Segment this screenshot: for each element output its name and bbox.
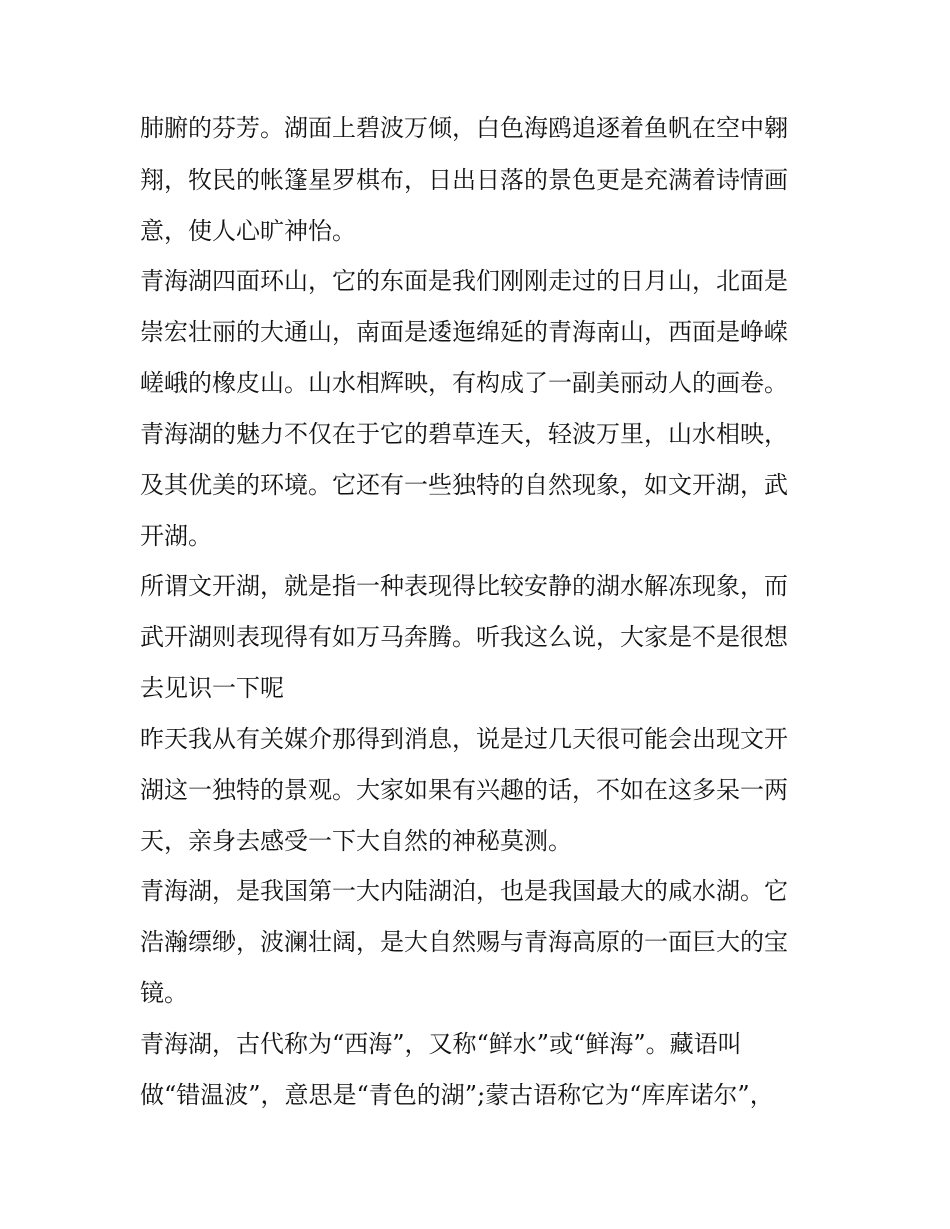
text-line: 浩瀚缥缈，波澜壮阔，是大自然赐与青海高原的一面巨大的宝 [140, 928, 788, 956]
text-line: 肺腑的芬芳。湖面上碧波万倾，白色海鸥追逐着鱼帆在空中翱 [140, 114, 788, 142]
text-line: 青海湖四面环山，它的东面是我们刚刚走过的日月山，北面是 [140, 267, 788, 295]
text-line: 所谓文开湖，就是指一种表现得比较安静的湖水解冻现象，而 [140, 572, 788, 600]
text-line: 意，使人心旷神怡。 [140, 217, 356, 245]
text-line: 青海湖，古代称为“西海”，又称“鲜水”或“鲜海”。藏语叫 [140, 1030, 742, 1058]
text-line: 做“错温波”，意思是“青色的湖”;蒙古语称它为“库库诺尔”， [140, 1081, 774, 1109]
text-line: 崇宏壮丽的大通山，南面是逶迤绵延的青海南山，西面是峥嵘 [140, 318, 788, 346]
text-line: 青海湖的魅力不仅在于它的碧草连天，轻波万里，山水相映， [140, 420, 788, 448]
text-line: 及其优美的环境。它还有一些独特的自然现象，如文开湖，武 [140, 471, 788, 499]
text-line: 青海湖，是我国第一大内陆湖泊，也是我国最大的咸水湖。它 [140, 877, 788, 905]
text-line: 昨天我从有关媒介那得到消息，说是过几天很可能会出现文开 [140, 725, 788, 753]
text-line: 镜。 [140, 979, 188, 1007]
text-line: 天，亲身去感受一下大自然的神秘莫测。 [140, 827, 572, 855]
text-line: 去见识一下呢 [140, 674, 284, 702]
text-line: 开湖。 [140, 522, 212, 550]
text-line: 武开湖则表现得有如万马奔腾。听我这么说，大家是不是很想 [140, 623, 788, 651]
text-line: 翔，牧民的帐篷星罗棋布，日出日落的景色更是充满着诗情画 [140, 166, 788, 194]
text-line: 嵯峨的橡皮山。山水相辉映，有构成了一副美丽动人的画卷。 [140, 369, 788, 397]
text-line: 湖这一独特的景观。大家如果有兴趣的话，不如在这多呆一两 [140, 776, 788, 804]
